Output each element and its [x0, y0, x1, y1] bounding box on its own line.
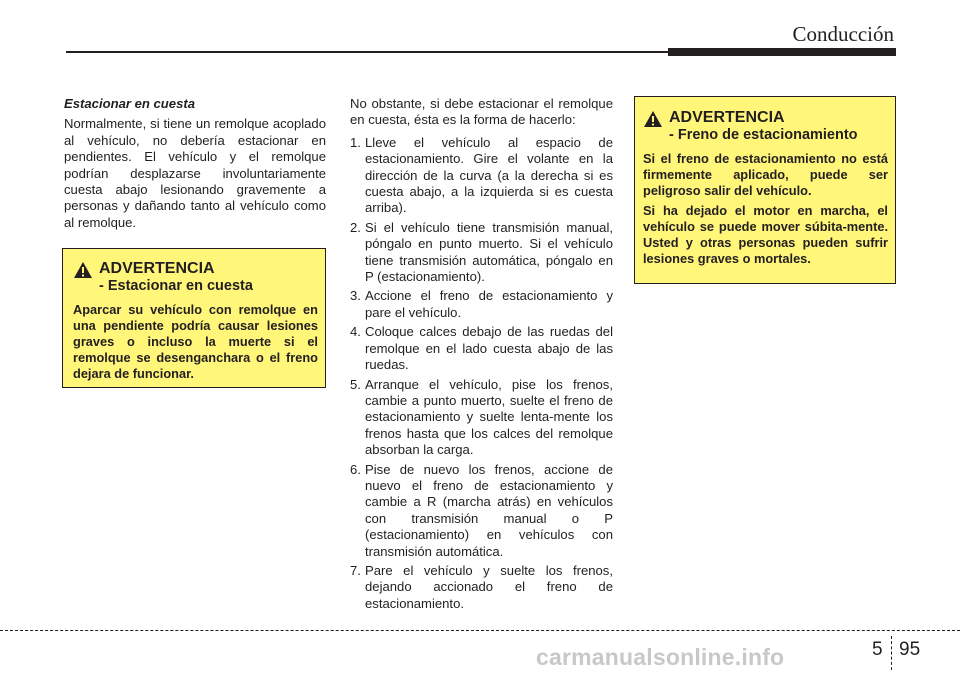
step-item: [350, 563, 613, 612]
step-text: Accione el freno de estacionamiento y pare el vehículo.: [365, 288, 613, 320]
warning-header: [643, 109, 888, 144]
page-number: 95: [899, 639, 921, 660]
warning-text: Si ha dejado el motor en marcha, el vehículo se puede mover súbita-mente. Usted y otras personas pueden sufrir lesiones graves o mortales.: [643, 203, 888, 266]
warning-text: Si el freno de estacionamiento no está firmemente aplicado, puede ser peligroso salir del vehículo.: [643, 151, 888, 198]
chapter-number: 5: [872, 639, 883, 660]
step-number: 2.: [350, 219, 361, 235]
warning-text: Aparcar su vehículo con remolque en una pendiente podría causar lesiones graves o incluso la muerte si el remolque se desenganchara o el freno dejara de funcionar.: [73, 302, 318, 381]
step-item: [350, 377, 613, 459]
warning-triangle-icon: [643, 110, 663, 128]
warning-box-slope: [62, 248, 326, 388]
step-number: 3.: [350, 288, 361, 304]
warning-triangle-icon: [73, 261, 93, 279]
footer-rule: [0, 630, 960, 631]
step-text: Arranque el vehículo, pise los frenos, cambie a punto muerto, suelte el freno de estacionamiento y suelte lenta-mente los frenos hasta que los calces del remolque absorban la carga.: [365, 376, 613, 458]
step-text: Lleve el vehículo al espacio de estacionamiento. Gire el volante en la dirección de la curva (a la derecha si es cuesta abajo, a la izquierda si es cuesta arriba).: [365, 134, 613, 216]
step-text: Coloque calces debajo de las ruedas del remolque en el lado cuesta abajo de las ruedas.: [365, 324, 613, 373]
warning-header: [73, 260, 318, 295]
step-item: [350, 324, 613, 373]
warning-title: ADVERTENCIA: [99, 260, 215, 277]
left-column: [64, 96, 326, 231]
page-number-separator: [891, 636, 892, 670]
step-item: [350, 288, 613, 321]
step-text: Pare el vehículo y suelte los frenos, dejando accionado el freno de estacionamiento.: [365, 562, 613, 611]
step-text: Si el vehículo tiene transmisión manual, póngalo en punto muerto. Si el vehículo tiene transmisión automática, póngalo en P (estacionamiento).: [365, 219, 613, 285]
warning-body: [643, 151, 888, 267]
section-title: Conducción: [792, 22, 894, 46]
step-number: 6.: [350, 461, 361, 477]
warning-subtitle: - Estacionar en cuesta: [99, 278, 253, 294]
subheading: Estacionar en cuesta: [64, 96, 195, 111]
warning-box-parking-brake: [634, 96, 896, 284]
step-text: Pise de nuevo los frenos, accione de nuevo el freno de estacionamiento y cambie a R (marcha atrás) en vehículos con transmisión manual o P (estacionamiento) en vehículos con transmisión automática.: [365, 461, 613, 559]
step-number: 7.: [350, 562, 361, 578]
step-item: [350, 135, 613, 217]
step-item: [350, 462, 613, 560]
step-item: [350, 220, 613, 286]
procedure-steps: [350, 135, 613, 612]
step-number: 4.: [350, 324, 361, 340]
warning-body: [73, 302, 318, 382]
step-number: 5.: [350, 376, 361, 392]
middle-column: [350, 96, 613, 615]
watermark: carmanualsonline.info: [536, 644, 785, 670]
warning-subtitle: - Freno de estacionamiento: [669, 127, 858, 143]
step-number: 1.: [350, 134, 361, 150]
warning-title: ADVERTENCIA: [669, 109, 785, 126]
header-accent-bar: [668, 48, 896, 56]
intro-paragraph: Normalmente, si tiene un remolque acoplado al vehículo, no debería estacionar en pendientes. El vehículo y el remolque podrían desplazarse involuntariamente cuesta abajo lesionando gravemente a personas y dañando tanto al vehículo como al remolque.: [64, 116, 326, 230]
procedure-intro: No obstante, si debe estacionar el remolque en cuesta, ésta es la forma de hacerlo:: [350, 96, 613, 128]
